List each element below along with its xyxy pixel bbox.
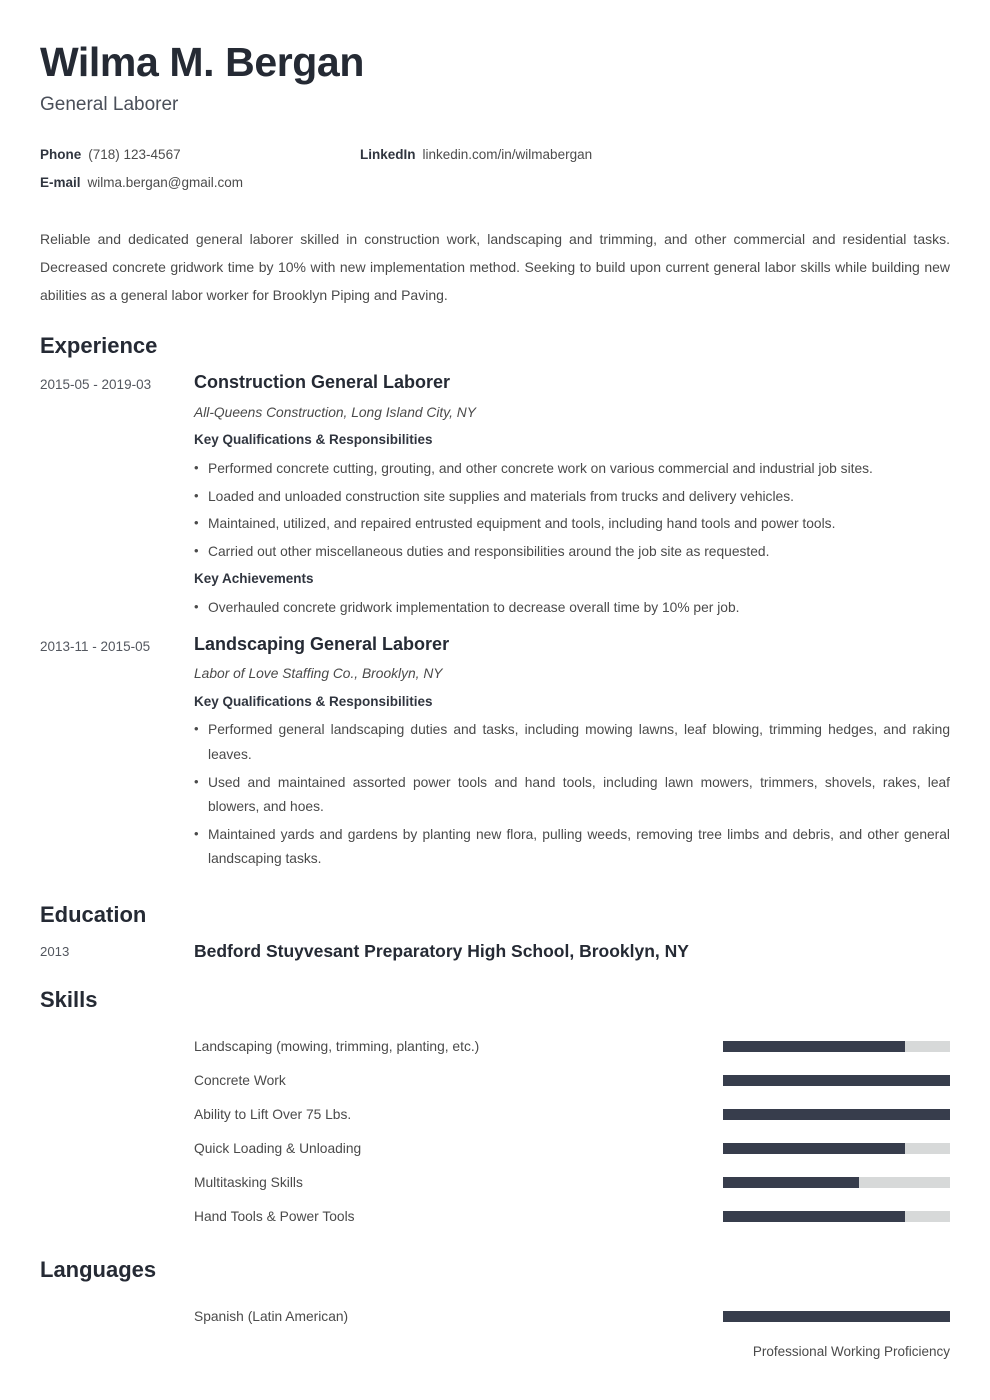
experience-dates: 2013-11 - 2015-05 [40, 638, 151, 654]
skill-row [40, 1029, 950, 1063]
language-proficiency-row [40, 1343, 950, 1362]
experience-entry [40, 371, 950, 626]
skill-level-fill [723, 1211, 905, 1222]
experience-body [194, 633, 950, 878]
contact-email-label: E-mail [40, 175, 81, 191]
skill-row [40, 1165, 950, 1199]
resume-header [40, 40, 950, 203]
skill-level-bar [723, 1109, 950, 1120]
languages-list [40, 1300, 950, 1362]
skill-name: Landscaping (mowing, trimming, planting, etc.) [194, 1038, 480, 1054]
education-body [194, 940, 950, 963]
education-dates: 2013 [40, 944, 70, 960]
list-item: • Loaded and unloaded construction site supplies and materials from trucks and delivery vehicles. [194, 485, 950, 510]
language-level-fill [723, 1311, 950, 1322]
contact-email-value[interactable]: wilma.bergan@gmail.com [87, 175, 244, 191]
experience-entry [40, 633, 950, 878]
list-item: • Performed general landscaping duties and tasks, including mowing lawns, leaf blowing, trimming hedges, and raking leaves. [194, 718, 950, 767]
experience-dates: 2015-05 - 2019-03 [40, 377, 152, 393]
skill-level-fill [723, 1177, 859, 1188]
experience-qualifications-list [194, 457, 950, 564]
contact-email[interactable] [40, 175, 360, 190]
skill-row [40, 1097, 950, 1131]
candidate-job-title: General Laborer [40, 94, 179, 116]
candidate-name: Wilma M. Bergan [40, 39, 364, 85]
contact-row-1 [40, 147, 950, 175]
contact-phone-value: (718) 123-4567 [88, 147, 181, 163]
experience-role: Construction General Laborer [194, 372, 451, 393]
skill-row [40, 1063, 950, 1097]
skill-level-bar [723, 1075, 950, 1086]
list-item: • Maintained yards and gardens by planting new flora, pulling weeds, removing tree limbs and debris, and other general landscaping tasks. [194, 823, 950, 872]
professional-summary: Reliable and dedicated general laborer skilled in construction work, landscaping and trimming, and other commercial and residential tasks. Decreased concrete gridwork time by 10% with new implementation method. Seeking to build upon current general labor skills while building new abilities as a general labor worker for Brooklyn Piping and Paving. [40, 231, 950, 304]
list-item: • Carried out other miscellaneous duties and responsibilities around the job site as requested. [194, 540, 950, 565]
contact-phone [40, 147, 360, 162]
skill-level-bar [723, 1211, 950, 1222]
language-level-bar [723, 1311, 950, 1322]
experience-qualifications-heading: Key Qualifications & Responsibilities [194, 693, 433, 709]
list-item: • Used and maintained assorted power tools and hand tools, including lawn mowers, trimmers, shovels, rakes, leaf blowers, and hoes. [194, 771, 950, 820]
list-item: • Performed concrete cutting, grouting, and other concrete work on various commercial and industrial job sites. [194, 457, 950, 482]
experience-achievements-heading: Key Achievements [194, 571, 314, 587]
contact-row-2 [40, 175, 950, 203]
education-school: Bedford Stuyvesant Preparatory High School, Brooklyn, NY [194, 941, 689, 962]
skills-section [40, 987, 950, 1233]
experience-role: Landscaping General Laborer [194, 633, 450, 654]
experience-organization: All-Queens Construction, Long Island City, NY [194, 404, 476, 420]
education-entry [40, 940, 950, 963]
contact-linkedin-label: LinkedIn [360, 147, 416, 163]
list-item: • Maintained, utilized, and repaired entrusted equipment and tools, including hand tools and power tools. [194, 512, 950, 537]
skill-level-fill [723, 1075, 950, 1086]
skills-section-title: Skills [40, 986, 98, 1012]
experience-section-title: Experience [40, 333, 158, 359]
list-item: • Overhauled concrete gridwork implementation to decrease overall time by 10% per job. [194, 596, 950, 621]
experience-achievements-list [194, 596, 950, 621]
skill-name: Ability to Lift Over 75 Lbs. [194, 1106, 352, 1122]
education-section [40, 902, 950, 963]
contact-linkedin[interactable] [360, 147, 780, 162]
experience-qualifications-list [194, 718, 950, 871]
language-row [40, 1300, 950, 1334]
skill-name: Hand Tools & Power Tools [194, 1208, 355, 1224]
experience-section [40, 333, 950, 878]
experience-organization: Labor of Love Staffing Co., Brooklyn, NY [194, 666, 443, 682]
skill-row [40, 1199, 950, 1233]
experience-qualifications-heading: Key Qualifications & Responsibilities [194, 432, 433, 448]
languages-section [40, 1257, 950, 1361]
skill-level-bar [723, 1177, 950, 1188]
education-section-title: Education [40, 901, 147, 927]
language-proficiency-label: Professional Working Proficiency [752, 1343, 950, 1359]
language-name: Spanish (Latin American) [194, 1309, 349, 1325]
skill-name: Multitasking Skills [194, 1174, 303, 1190]
skill-level-bar [723, 1041, 950, 1052]
skills-list [40, 1029, 950, 1233]
skill-level-fill [723, 1041, 905, 1052]
skill-level-fill [723, 1109, 950, 1120]
contact-linkedin-value[interactable]: linkedin.com/in/wilmabergan [422, 147, 593, 163]
contact-phone-label: Phone [40, 147, 82, 163]
skill-row [40, 1131, 950, 1165]
skill-level-bar [723, 1143, 950, 1154]
languages-section-title: Languages [40, 1257, 157, 1283]
skill-name: Concrete Work [194, 1072, 286, 1088]
experience-body [194, 371, 950, 626]
skill-level-fill [723, 1143, 905, 1154]
contact-details [40, 147, 950, 203]
skill-name: Quick Loading & Unloading [194, 1140, 362, 1156]
